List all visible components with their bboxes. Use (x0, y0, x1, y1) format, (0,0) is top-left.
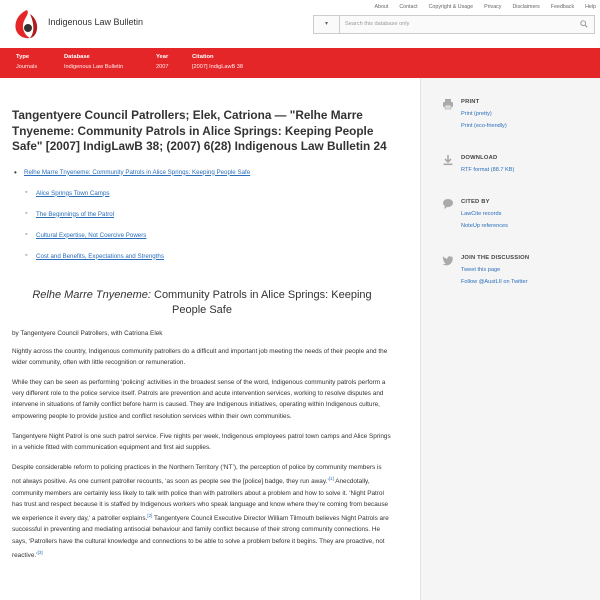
document-meta-bar (0, 48, 600, 78)
table-of-contents (12, 169, 392, 260)
cited-by-section (461, 199, 508, 229)
sidebar (420, 78, 600, 600)
search-scope-dropdown[interactable]: ▾ (314, 16, 340, 33)
paragraph-3: Tangentyere Night Patrol is one such patrol service. Five nights per week, Indigenous employees patrol town camps and Alice Springs in a vehicle fitted with communication equipment and first aid supplies. (12, 432, 391, 451)
disclaimers-link[interactable]: Disclaimers (512, 4, 540, 10)
rtf-download-link[interactable]: RTF format (88.7 KB) (461, 167, 515, 173)
top-links (364, 4, 597, 10)
search-icon[interactable] (580, 20, 588, 28)
download-icon (442, 154, 454, 166)
copyright-link[interactable]: Copyright & Usage (428, 4, 474, 10)
feedback-link[interactable]: Feedback (550, 4, 575, 10)
footnote-2-link[interactable]: [2] (147, 513, 153, 519)
site-title[interactable]: Indigenous Law Bulletin (48, 17, 144, 27)
paragraph-4-part-a: Despite considerable reform to policing practices in the Northern Territory (‘NT’), the perception of police by community members is not always positive. As one current patroller recounts, ‘as soon as people see the [police] badge, they run away.’ (12, 464, 382, 486)
article-title (12, 288, 392, 318)
follow-twitter-link[interactable]: Follow @AustLII on Twitter (461, 279, 528, 285)
meta-year-value[interactable]: 2007 (156, 64, 169, 70)
paragraph-4-part-b: Anecdotally, community members are certainly less likely to talk with police than with patrollers about a problem and how to solve it. ‘Night Patrol has trust and respect because it is staffed by Indigenous workers who speak language and know where they’re coming from because we experience it every day,’ a patroller explains. (12, 478, 389, 523)
byline: by Tangentyere Council Patrollers, with Catriona Elek (12, 329, 163, 337)
download-heading: DOWNLOAD (461, 155, 498, 161)
printer-icon (442, 98, 454, 110)
toc-item-cultural-expertise[interactable]: Cultural Expertise, Not Coercive Powers (36, 231, 147, 239)
meta-citation (192, 54, 243, 70)
about-link[interactable]: About (374, 4, 389, 10)
download-section (461, 155, 514, 173)
discussion-section (461, 255, 529, 285)
meta-citation-label: Citation (192, 54, 214, 60)
toc-item-beginnings[interactable]: The Beginnings of the Patrol (36, 210, 115, 218)
print-eco-link[interactable]: Print (eco-friendly) (461, 123, 507, 129)
meta-citation-value[interactable]: [2007] IndigLawB 38 (192, 64, 244, 70)
discussion-heading: JOIN THE DISCUSSION (461, 255, 530, 261)
contact-link[interactable]: Contact (399, 4, 418, 10)
search-input[interactable]: Search this database only (345, 21, 410, 27)
help-link[interactable]: Help (585, 4, 596, 10)
meta-database-label: Database (64, 54, 90, 60)
paragraph-2: While they can be seen as performing ‘policing’ activities in the broadest sense of the word, Indigenous community patrols perform a very different role to the police service itself. Patrols are prevention and acute intervention services, working to resolve disputes and intervene in situations of family conflict before harm is caused. They are Indigenous initiatives, operating within Indigenous culture, empowering people to provide justice and conflict resolution services within their own communities. (12, 378, 386, 420)
print-section (461, 99, 507, 129)
meta-database (64, 54, 123, 70)
austlii-logo[interactable] (12, 8, 42, 40)
paragraph-1: Nightly across the country, Indigenous community patrollers do a difficult and important job meeting the needs of their people and the wider community, often with little recognition or remuneration. (12, 347, 388, 366)
paragraph-4-part-c: Tangentyere Council Executive Director William Tilmouth believes Night Patrols are successful in preventing and mediating antisocial behaviour and family conflict because of their strong community connections. He says, ‘Patrollers have the cultural knowledge and connections to be able to solve a problem before it begins. They are proactive, not reactive.’ (12, 515, 389, 559)
meta-database-value[interactable]: Indigenous Law Bulletin (64, 64, 124, 70)
print-pretty-link[interactable]: Print (pretty) (461, 111, 492, 117)
toc-item-cost-benefits[interactable]: Cost and Benefits, Expectations and Strengths (36, 252, 164, 260)
site-header (0, 0, 600, 48)
document-title: Tangentyere Council Patrollers; Elek, Catriona — "Relhe Marre Tnyeneme: Community Patrols in Alice Springs: Keeping People Safe" [2007] IndigLawB 38; (2007) 6(28) Indigenous Law Bulletin 24 (12, 108, 387, 153)
meta-type-value[interactable]: Journals (16, 64, 38, 70)
footnote-3-link[interactable]: [3] (37, 549, 43, 555)
tweet-page-link[interactable]: Tweet this page (461, 267, 501, 273)
footnote-1-link[interactable]: [1] (328, 476, 334, 482)
lawcite-link[interactable]: LawCite records (461, 211, 502, 217)
article-title-rest: Community Patrols in Alice Springs: Keeping People Safe (150, 288, 372, 316)
toc-item-main[interactable]: Relhe Marre Tnyeneme: Community Patrols in Alice Springs: Keeping People Safe (24, 168, 251, 176)
paragraph-4 (12, 462, 392, 561)
meta-type-label: Type (16, 54, 30, 60)
print-heading: PRINT (461, 99, 480, 105)
meta-type (16, 54, 37, 70)
cited-by-heading: CITED BY (461, 199, 490, 205)
article-title-italic: Relhe Marre Tnyeneme: (32, 288, 151, 301)
main-content (12, 108, 392, 561)
noteup-link[interactable]: NoteUp references (461, 223, 508, 229)
search-box (313, 15, 595, 34)
twitter-icon (442, 254, 454, 266)
meta-year-label: Year (156, 54, 169, 60)
meta-year (156, 54, 168, 70)
speech-bubble-icon (442, 198, 454, 210)
privacy-link[interactable]: Privacy (484, 4, 502, 10)
toc-item-town-camps[interactable]: Alice Springs Town Camps (36, 189, 110, 197)
